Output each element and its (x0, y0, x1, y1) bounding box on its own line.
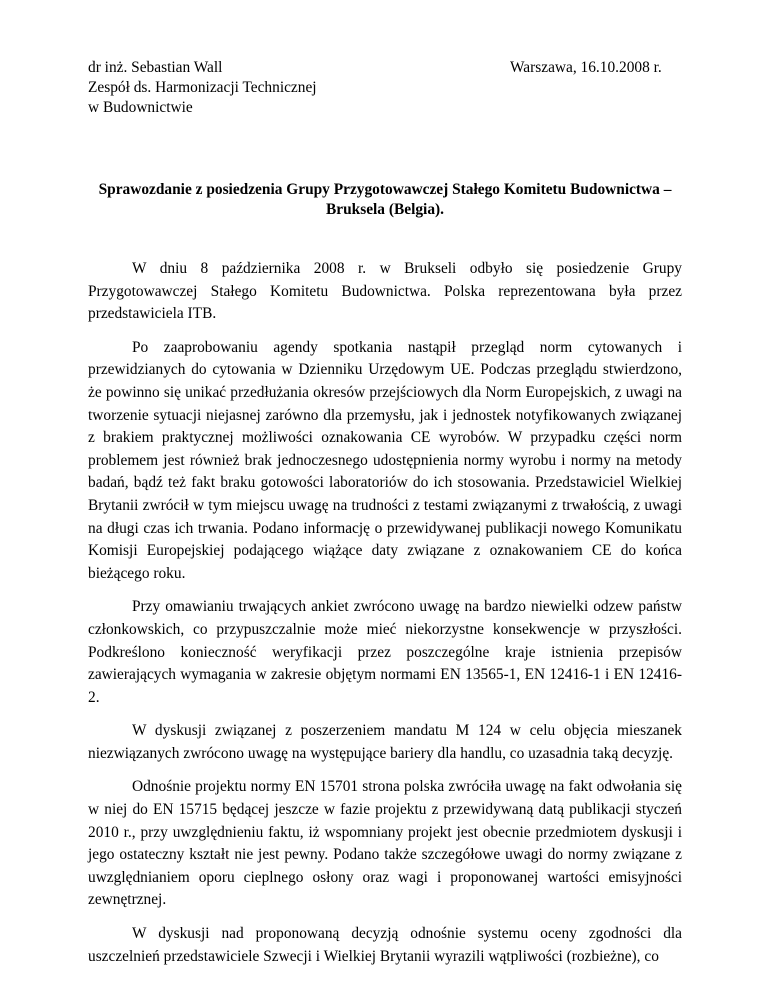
author-name: dr inż. Sebastian Wall (88, 59, 223, 76)
paragraph-standards-review: Po zaaprobowaniu agendy spotkania nastąpił przegląd norm cytowanych i przewidzianych do cytowania w Dzienniku Urzędowym UE. Podczas przeglądu stwierdzono, że powinno się unikać przedłużania okresów przejściowych dla Norm Europejskich, z uwagi na tworzenie sytuacji niejasnej zarówno dla przemysłu, jak i jednostek notyfikowanych związanej z brakiem praktycznej możliwości oznakowania CE wyrobów. W przypadku części norm problemem jest również brak jednoczesnego udostępnienia normy wyrobu i normy na metody badań, bądź też fakt braku gotowości laboratoriów do ich stosowania. Przedstawiciel Wielkiej Brytanii zwrócił w tym miejscu uwagę na trudności z testami związanymi z trwałością, z uwagi na długi czas ich trwania. Podano informację o przewidywanej publikacji nowego Komunikatu Komisji Europejskiej podającego wiążące daty związane z oznakowaniem CE do końca bieżącego roku. (88, 338, 682, 582)
place-date: Warszawa, 16.10.2008 r. (510, 59, 662, 76)
paragraph-mandate-m124: W dyskusji związanej z poszerzeniem mandatu M 124 w celu objęcia mieszanek niezwiązanych zwrócono uwagę na występujące bariery dla handlu, co uzasadnia taką decyzję. (88, 722, 682, 762)
paragraph-sealants-decision: W dyskusji nad proponowaną decyzją odnośnie systemu oceny zgodności dla uszczelnień przedstawiciele Szwecji i Wielkiej Brytanii wyrazili wątpliwości (rozbieżne), co (88, 925, 682, 965)
author-team-continued: w Budownictwie (88, 99, 193, 116)
author-block (88, 58, 388, 118)
paragraph-en15701: Odnośnie projektu normy EN 15701 strona polska zwróciła uwagę na fakt odwołania się w niej do EN 15715 będącej jeszcze w fazie projektu z przewidywaną datą publikacji styczeń 2010 r., przy uwzględnieniu faktu, iż wspomniany projekt jest obecnie przedmiotem dyskusji i jego ostateczny kształt nie jest pewny. Podano także szczegółowe uwagi do normy związane z uwzględnianiem oporu cieplnego osłony oraz wagi i proponowanej wartości emisyjności zewnętrznej. (88, 778, 682, 909)
paragraph-meeting-intro: W dniu 8 października 2008 r. w Brukseli odbyło się posiedzenie Grupy Przygotowawczej Stałego Komitetu Budownictwa. Polska reprezentowana była przez przedstawiciela ITB. (88, 260, 682, 323)
document-body (88, 258, 682, 979)
title-line-2: Bruksela (Belgia). (326, 201, 444, 218)
paragraph-surveys: Przy omawianiu trwających ankiet zwrócono uwagę na bardzo niewielki odzew państw członkowskich, co przypuszczalnie może mieć niekorzystne konsekwencje w przyszłości. Podkreślono konieczność weryfikacji przez poszczególne kraje istnienia przepisów zawierających wymagania w zakresie objętym normami EN 13565-1, EN 12416-1 i EN 12416-2. (88, 598, 682, 706)
author-team: Zespół ds. Harmonizacji Technicznej (88, 79, 317, 96)
title-line-1: Sprawozdanie z posiedzenia Grupy Przygotowawczej Stałego Komitetu Budownictwa – (98, 181, 672, 198)
document-title (88, 180, 682, 220)
